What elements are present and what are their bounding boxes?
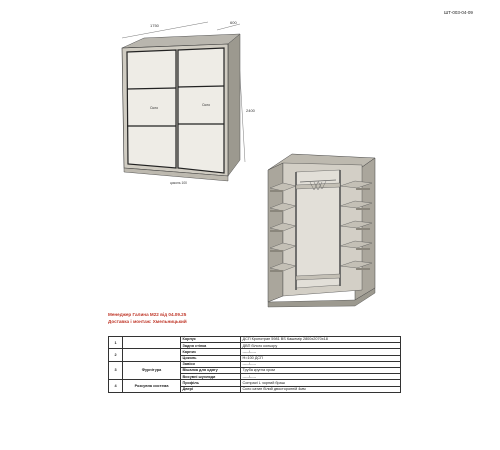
row-label: Цоколь (181, 355, 241, 361)
row-value: ДСП Кронотрап 5981 BS Кашемір 2800х2070х18 (241, 337, 401, 343)
row-label: Корпус (181, 337, 241, 343)
row-number: 4 (109, 380, 123, 392)
row-value: Скло сатин білий двосторонній 4мм (241, 386, 401, 392)
row-label: Задня стінка (181, 343, 241, 349)
row-value: ДВП білого кольору (241, 343, 401, 349)
height-dimension: 2400 (246, 108, 255, 113)
width-dimension: 1750 (150, 23, 159, 28)
depth-dimension: 600 (230, 20, 237, 25)
row-label: Висувні шухляди (181, 374, 241, 380)
row-value: Compact L чорний браш (241, 380, 401, 386)
row-group (123, 349, 181, 361)
row-label: Двері (181, 386, 241, 392)
row-label: Завіси (181, 361, 241, 367)
row-number: 3 (109, 361, 123, 380)
row-label: Карниз (181, 349, 241, 355)
row-value: -----/----- (241, 349, 401, 355)
row-value: Труба кругла хром (241, 367, 401, 373)
wardrobe-interior-drawing (250, 150, 380, 310)
row-label: Вішалка для одягу (181, 367, 241, 373)
row-group: Фурнітура (123, 361, 181, 380)
glass-label-right: Скло (202, 103, 211, 107)
row-group: Розсувна система (123, 380, 181, 392)
specification-table (108, 336, 401, 393)
row-value: Н=100 ДСП (241, 355, 401, 361)
row-value: -----/----- (241, 374, 401, 380)
row-group (123, 337, 181, 349)
row-number: 1 (109, 337, 123, 349)
manager-note: Менеджер Галина М22 від 04.09.25 (108, 312, 187, 317)
row-value: -----/----- (241, 361, 401, 367)
plinth-dimension: цоколь 100 (170, 181, 187, 185)
delivery-note: Доставка і монтаж: Хмельницький (108, 319, 187, 324)
row-number: 2 (109, 349, 123, 361)
row-label: Профіль (181, 380, 241, 386)
document-id: ШТ-003-04-09 (444, 10, 473, 15)
glass-label-left: Скло (150, 106, 159, 110)
